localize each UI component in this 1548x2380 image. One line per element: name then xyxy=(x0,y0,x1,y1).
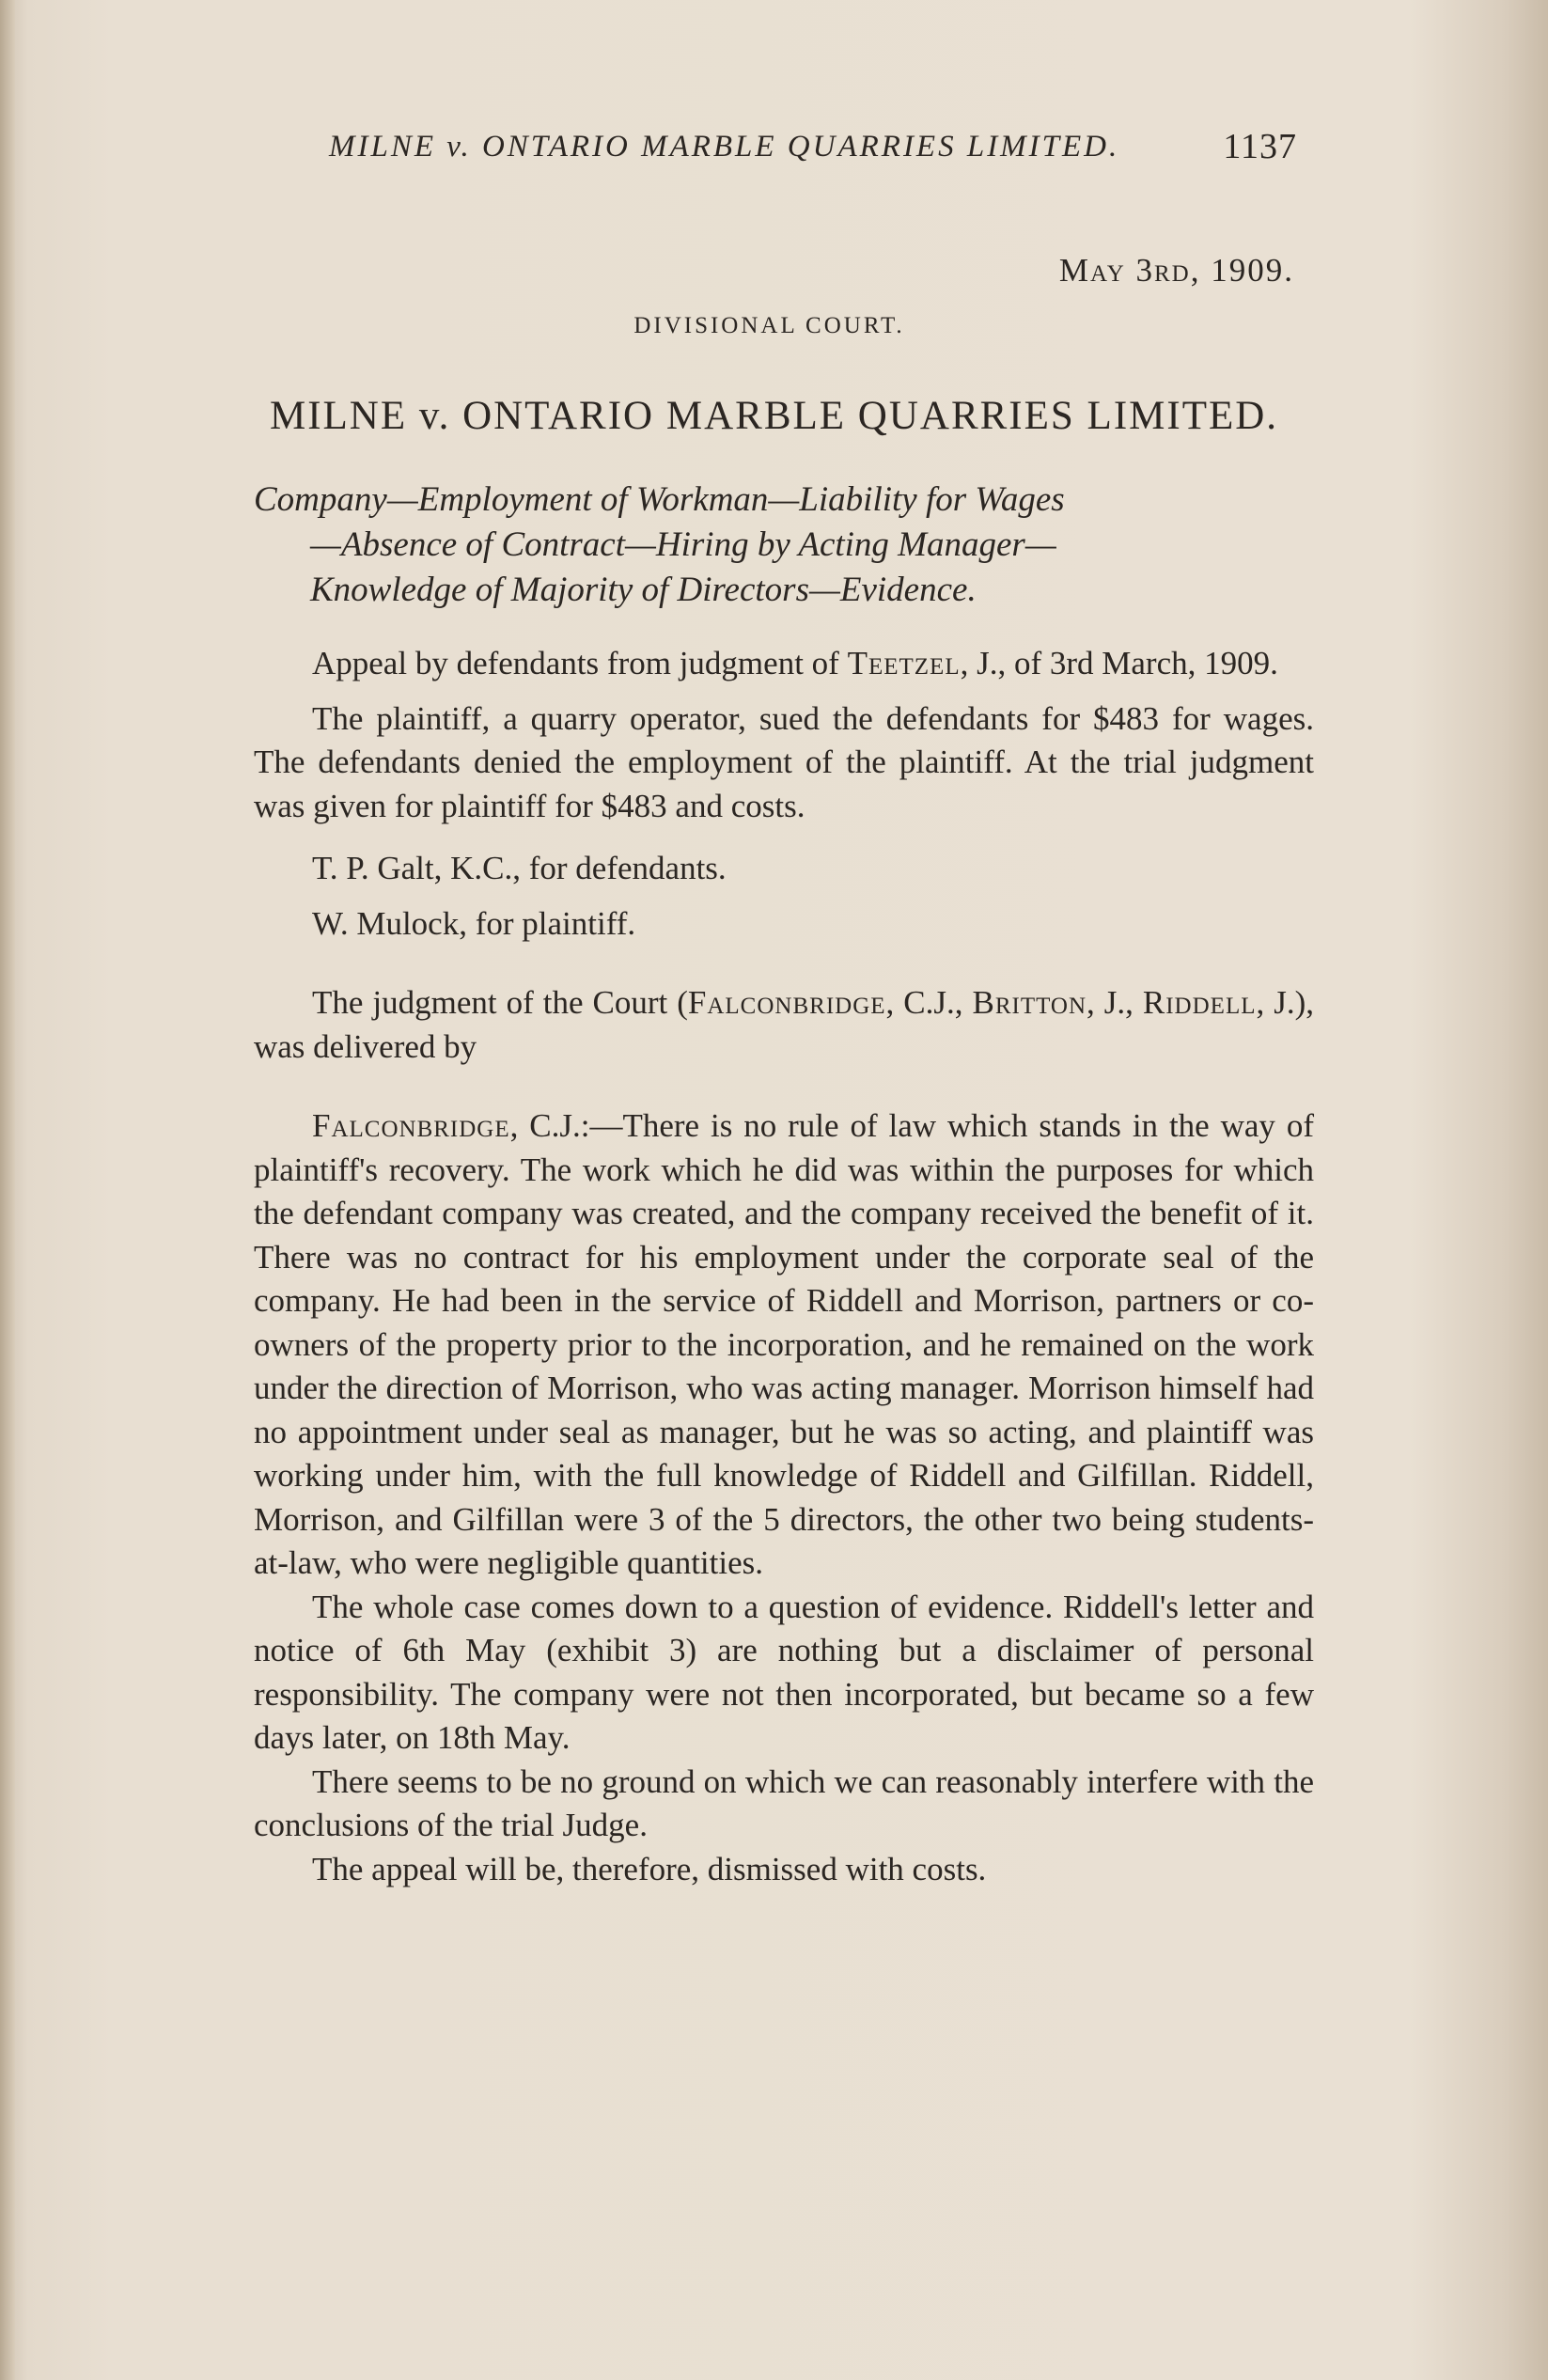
disposition-paragraph: The appeal will be, therefore, dismissed with costs. xyxy=(312,1850,987,1887)
appeal-paragraph: Appeal by defendants from judgment of Teetzel, J., of 3rd March, 1909. xyxy=(312,645,1278,681)
judgment-intro: The judgment of the Court (Falconbridge, C.J., Britton, J., Riddell, J.), was delivered by xyxy=(254,984,1315,1065)
judge-name: Falconbridge xyxy=(687,984,886,1021)
page-number: 1137 xyxy=(1223,127,1297,166)
headnote-line: Company—Employment of Workman—Liability for Wages xyxy=(254,480,1065,519)
counsel-plaintiff: W. Mulock, for plaintiff. xyxy=(312,904,636,942)
judge-name: Falconbridge xyxy=(312,1107,510,1144)
judge-name: Teetzel xyxy=(847,645,961,681)
headnote-line: —Absence of Contract—Hiring by Acting Manager— xyxy=(310,525,1056,564)
case-body xyxy=(254,642,1314,1891)
facts-paragraph: The plaintiff, a quarry operator, sued the defendants for $483 for wages. The defendants denied the employment of the plaintiff. At the trial judgment was given for plaintiff for $483 and costs. xyxy=(254,699,1314,824)
opinion-paragraph: Falconbridge, C.J.:—There is no rule of law which stands in the way of plaintiff's recovery. The work which he did was within the purposes for which the defendant company was created, and the company received the benefit of it. There was no contract for his employment under the corporate seal of the company. He had been in the service of Riddell and Morrison, partners or co-owners of the property prior to the incorporation, and he remained on the work under the direction of Morrison, who was acting manager. Morrison himself had no appointment under seal as manager, but he was so acting, and plaintiff was working under him, with the full knowledge of Riddell and Gilfillan. Riddell, Morrison, and Gilfillan were 3 of the 5 directors, the other two being students-at-law, who were negligible quantities. xyxy=(254,1107,1314,1581)
headnote xyxy=(254,478,1306,613)
conclusion-paragraph: There seems to be no ground on which we can reasonably interfere with the conclusions of the trial Judge. xyxy=(254,1762,1314,1843)
decision-date: May 3rd, 1909. xyxy=(1058,252,1294,289)
court-name: DIVISIONAL COURT. xyxy=(633,313,905,338)
running-head xyxy=(329,127,1297,166)
headnote-line: Knowledge of Majority of Directors—Evidence. xyxy=(310,571,977,609)
judge-name: Riddell xyxy=(1142,984,1257,1021)
running-head-title: MILNE v. ONTARIO MARBLE QUARRIES LIMITED. xyxy=(329,130,1120,164)
case-title: MILNE v. ONTARIO MARBLE QUARRIES LIMITED. xyxy=(269,394,1279,438)
evidence-paragraph: The whole case comes down to a question of evidence. Riddell's letter and notice of 6th May (exhibit 3) are nothing but a disclaimer of personal responsibility. The company were not then incorporated, but became so a few days later, on 18th May. xyxy=(254,1588,1314,1756)
counsel-defendants: T. P. Galt, K.C., for defendants. xyxy=(312,850,727,886)
judge-name: Britton xyxy=(972,984,1087,1021)
page-gutter-shadow xyxy=(0,0,15,2380)
